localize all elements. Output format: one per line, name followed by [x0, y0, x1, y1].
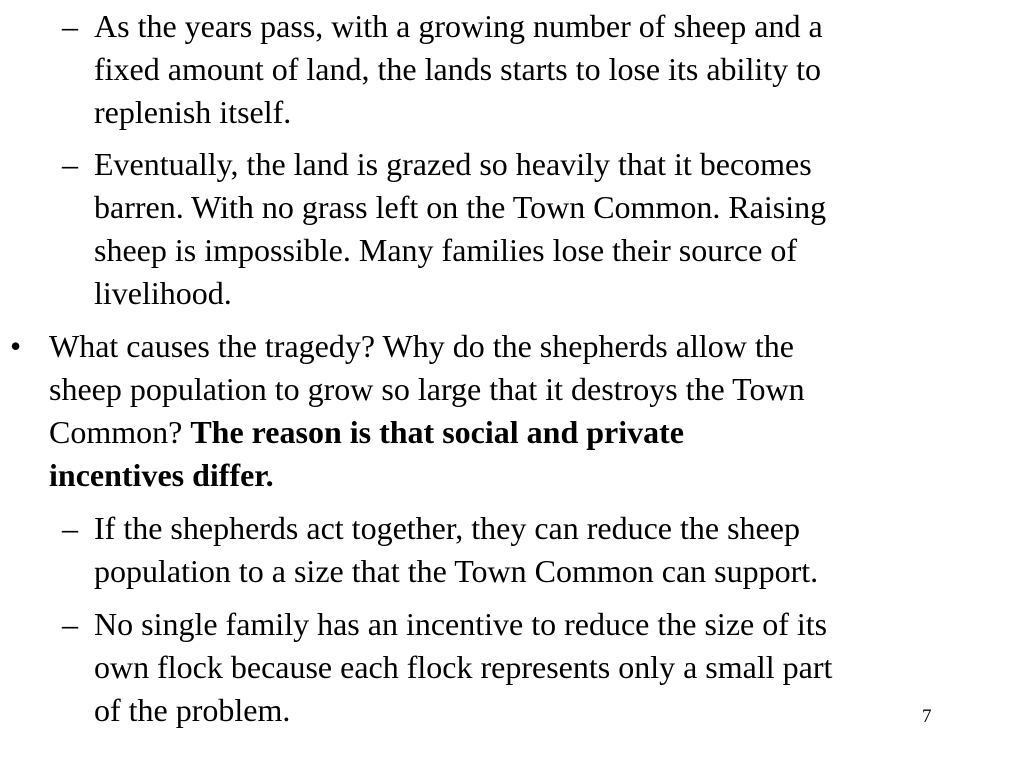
bullet-marker: • [10, 328, 22, 364]
dash-marker: – [62, 510, 78, 546]
text-line: What causes the tragedy? Why do the shepherds allow the [49, 328, 794, 364]
page-number: 7 [922, 706, 932, 727]
text-line: population to a size that the Town Common can support. [94, 553, 819, 589]
text-line: livelihood. [94, 275, 232, 311]
text-line: fixed amount of land, the lands starts to lose its ability to [94, 51, 821, 87]
bullet-text [94, 507, 818, 593]
text-line: sheep is impossible. Many families lose their source of [94, 232, 797, 268]
bold-text: The reason is that social and private [190, 414, 684, 450]
text-line: of the problem. [94, 692, 291, 728]
bullet-text [94, 5, 823, 134]
bullet-text [94, 603, 832, 732]
bullet-text [49, 325, 805, 497]
bullet-text [94, 143, 826, 315]
text-line: barren. With no grass left on the Town Common. Raising [94, 189, 827, 225]
text-line: As the years pass, with a growing number of sheep and a [94, 8, 823, 44]
dash-marker: – [62, 146, 78, 182]
dash-marker: – [62, 8, 78, 44]
text-line [49, 454, 805, 497]
text-line [49, 411, 805, 454]
bold-text: incentives differ. [49, 457, 274, 493]
plain-text: Common? [49, 414, 191, 450]
text-line: Eventually, the land is grazed so heavily that it becomes [94, 146, 812, 182]
text-line: No single family has an incentive to reduce the size of its [94, 606, 828, 642]
text-line: sheep population to grow so large that it destroys the Town [49, 371, 805, 407]
text-line: If the shepherds act together, they can reduce the sheep [94, 510, 800, 546]
text-line: replenish itself. [94, 94, 292, 130]
dash-marker: – [62, 606, 78, 642]
text-line: own flock because each flock represents only a small part [94, 649, 833, 685]
